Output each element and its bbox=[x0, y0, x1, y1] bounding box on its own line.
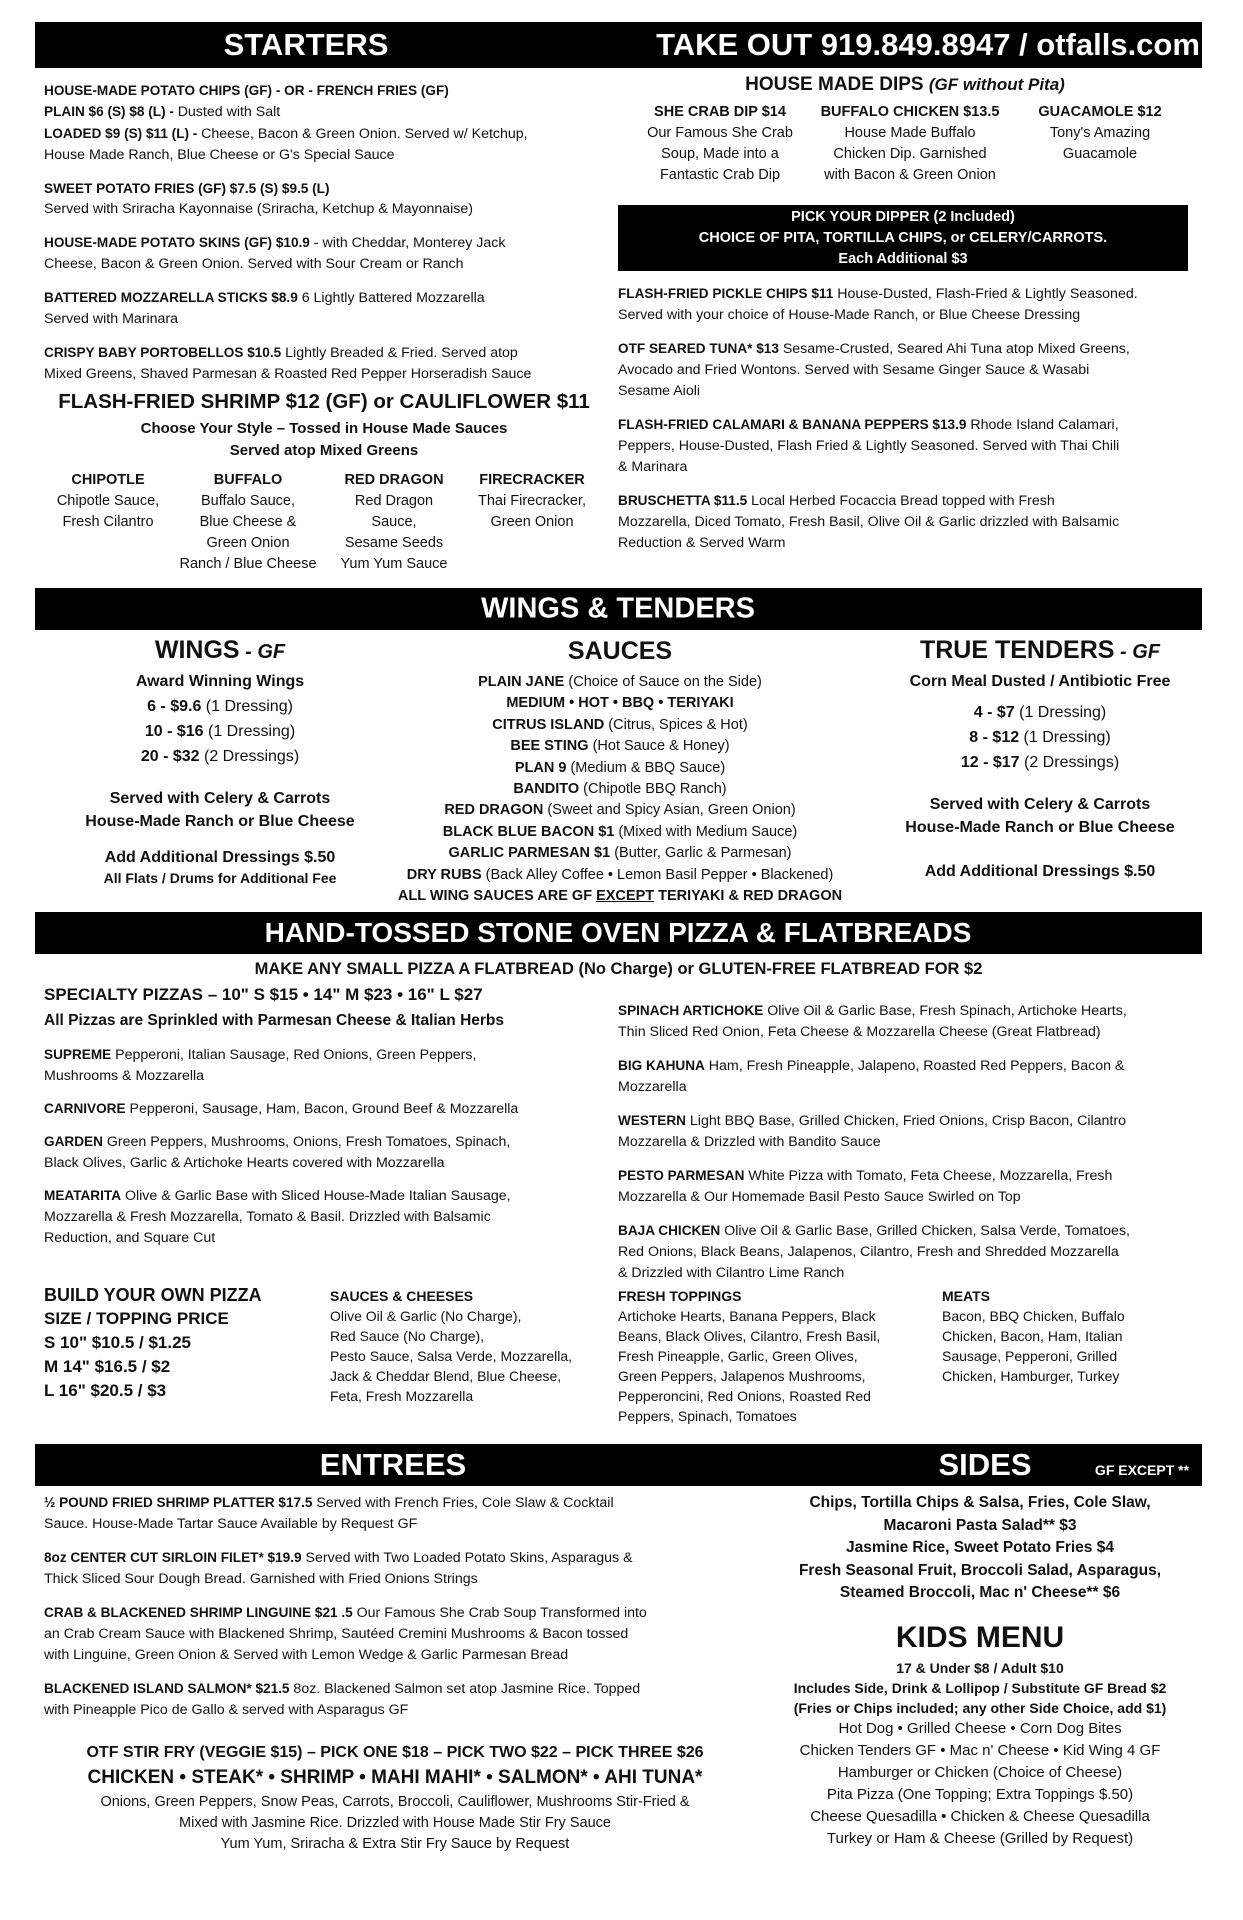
takeout-item-desc-3: Reduction & Served Warm bbox=[618, 535, 786, 551]
takeout-item-desc-2: Served with your choice of House-Made Ranch, or Blue Cheese Dressing bbox=[618, 307, 1081, 323]
pizza-desc: White Pizza with Tomato, Feta Cheese, Mozzarella, Fresh bbox=[744, 1168, 1113, 1184]
wing-price: 6 - $9.6 bbox=[147, 698, 202, 715]
takeout-item-desc: Rhode Island Calamari, bbox=[966, 417, 1119, 433]
entree-desc: Our Famous She Crab Soup Transformed into bbox=[352, 1605, 647, 1621]
sauce-row bbox=[360, 843, 880, 864]
style-line: Chipotle Sauce, bbox=[56, 493, 160, 509]
sauces-cheeses-line: Feta, Fresh Mozzarella bbox=[330, 1388, 474, 1404]
starter-item-name: HOUSE-MADE POTATO SKINS (GF) $10.9 bbox=[44, 235, 310, 250]
dip-guacamole bbox=[1010, 102, 1190, 165]
pizza-desc-2: Mozzarella & Our Homemade Basil Pesto Sauce Swirled on Top bbox=[618, 1189, 1021, 1205]
wings-column bbox=[40, 636, 400, 887]
tender-price: 12 - $17 bbox=[960, 754, 1020, 771]
tenders-column bbox=[880, 636, 1200, 882]
dip-line: Fantastic Crab Dip bbox=[659, 167, 781, 183]
tenders-heading: TRUE TENDERS bbox=[919, 636, 1115, 664]
starter-item bbox=[44, 342, 614, 385]
fresh-toppings-heading: FRESH TOPPINGS bbox=[618, 1288, 742, 1304]
shrimp-style-chipotle bbox=[40, 470, 176, 533]
dip-line: Chicken Dip. Garnished bbox=[833, 146, 987, 162]
pizza-desc: Green Peppers, Mushrooms, Onions, Fresh Tomatoes, Spinach, bbox=[102, 1134, 511, 1150]
dip-she-crab bbox=[622, 102, 818, 186]
entree-item bbox=[44, 1602, 754, 1666]
dip-line: Our Famous She Crab bbox=[647, 125, 793, 141]
tender-price: 8 - $12 bbox=[969, 729, 1020, 746]
dipper-line: PICK YOUR DIPPER (2 Included) bbox=[791, 209, 1015, 225]
tender-price-row bbox=[880, 700, 1200, 725]
wing-price-row bbox=[40, 694, 400, 719]
pizza-desc: Pepperoni, Italian Sausage, Red Onions, Green Peppers, bbox=[111, 1047, 477, 1063]
chips-plain-price: PLAIN $6 (S) $8 (L) - bbox=[44, 104, 178, 119]
meats-line: Sausage, Pepperoni, Grilled bbox=[942, 1348, 1118, 1364]
byo-size-row: S 10" $10.5 / $1.25 bbox=[44, 1333, 192, 1352]
pizza-item bbox=[618, 1000, 1200, 1043]
tenders-sub: Corn Meal Dusted / Antibiotic Free bbox=[909, 673, 1171, 690]
sauce-desc: (Mixed with Medium Sauce) bbox=[614, 823, 798, 840]
sauce-row bbox=[360, 779, 880, 800]
sauce-row bbox=[360, 822, 880, 843]
entree-name: ½ POUND FRIED SHRIMP PLATTER $17.5 bbox=[44, 1495, 313, 1510]
starters-title: STARTERS bbox=[223, 27, 389, 62]
pizza-item bbox=[44, 1185, 624, 1249]
starter-item-desc-2: Cheese, Bacon & Green Onion. Served with Sour Cream or Ranch bbox=[44, 256, 464, 272]
style-line: Sauce, bbox=[371, 514, 417, 530]
fresh-toppings-line: Artichoke Hearts, Banana Peppers, Black bbox=[618, 1308, 876, 1324]
pizza-item bbox=[618, 1165, 1200, 1208]
dip-buffalo-chicken bbox=[810, 102, 1010, 186]
sauce-row bbox=[360, 715, 880, 736]
starter-item-desc: - with Cheddar, Monterey Jack bbox=[309, 235, 506, 251]
sauce-row bbox=[360, 736, 880, 757]
kids-menu-line: Turkey or Ham & Cheese (Grilled by Request) bbox=[826, 1830, 1134, 1847]
chips-plain-desc: Dusted with Salt bbox=[177, 104, 281, 120]
starter-item-desc: 6 Lightly Battered Mozzarella bbox=[297, 290, 485, 306]
entree-name: BLACKENED ISLAND SALMON* $21.5 bbox=[44, 1681, 290, 1696]
pizza-desc: Olive Oil & Garlic Base, Fresh Spinach, Artichoke Hearts, bbox=[763, 1003, 1127, 1019]
style-line: Fresh Cilantro bbox=[62, 514, 154, 530]
sauce-note-except: EXCEPT bbox=[596, 888, 655, 905]
tender-price-row bbox=[880, 725, 1200, 750]
byo-title: BUILD YOUR OWN PIZZA bbox=[44, 1285, 262, 1305]
entree-desc: Served with French Fries, Cole Slaw & Cocktail bbox=[312, 1495, 614, 1511]
pizza-item bbox=[618, 1110, 1200, 1153]
shrimp-subheading-2: Served atop Mixed Greens bbox=[229, 442, 419, 459]
wing-price: 20 - $32 bbox=[140, 748, 200, 765]
tender-dressing: (2 Dressings) bbox=[1019, 754, 1120, 771]
starter-item-name: CRISPY BABY PORTOBELLOS $10.5 bbox=[44, 345, 282, 360]
sauces-cheeses-line: Red Sauce (No Charge), bbox=[330, 1328, 485, 1344]
pizza-item bbox=[618, 1055, 1200, 1098]
dip-name: BUFFALO CHICKEN $13.5 bbox=[820, 104, 1000, 120]
chips-heading: HOUSE-MADE POTATO CHIPS (GF) - OR - FRENCH FRIES (GF) bbox=[44, 83, 449, 98]
pizza-desc: Light BBQ Base, Grilled Chicken, Fried Onions, Crisp Bacon, Cilantro bbox=[685, 1113, 1126, 1129]
specialty-pizzas-heading: SPECIALTY PIZZAS – 10" S $15 • 14" M $23 • 16" L $27 bbox=[44, 985, 483, 1004]
sauce-row bbox=[360, 758, 880, 779]
kids-menu-price: 17 & Under $8 / Adult $10 bbox=[896, 1660, 1064, 1676]
pizza-item bbox=[618, 1220, 1200, 1284]
pizza-desc-2: Thin Sliced Red Onion, Feta Cheese & Mozzarella Cheese (Great Flatbread) bbox=[618, 1024, 1101, 1040]
style-name: BUFFALO bbox=[213, 472, 283, 488]
takeout-item-desc-3: & Marinara bbox=[618, 459, 688, 475]
specialty-pizzas-right bbox=[618, 1000, 1200, 1284]
sauce-row bbox=[360, 672, 880, 693]
kids-menu-line: Hamburger or Chicken (Choice of Cheese) bbox=[837, 1764, 1123, 1781]
pizza-desc-3: & Drizzled with Cilantro Lime Ranch bbox=[618, 1265, 845, 1281]
sauce-desc: (Citrus, Spices & Hot) bbox=[604, 716, 748, 733]
sides-title: SIDES bbox=[938, 1447, 1032, 1482]
byo-size-row: M 14" $16.5 / $2 bbox=[44, 1357, 171, 1376]
takeout-title: TAKE OUT 919.849.8947 / otfalls.com bbox=[656, 27, 1200, 62]
kids-menu-line: Chicken Tenders GF • Mac n' Cheese • Kid Wing 4 GF bbox=[799, 1742, 1161, 1759]
tender-price-row bbox=[880, 750, 1200, 775]
starters-header-bar bbox=[35, 22, 1202, 68]
pizza-name: WESTERN bbox=[618, 1113, 686, 1128]
sauces-cheeses-line: Jack & Cheddar Blend, Blue Cheese, bbox=[330, 1368, 562, 1384]
meats-heading: MEATS bbox=[942, 1288, 990, 1304]
fresh-toppings-line: Pepperoncini, Red Onions, Roasted Red bbox=[618, 1388, 871, 1404]
meats-line: Bacon, BBQ Chicken, Buffalo bbox=[942, 1308, 1125, 1324]
kids-menu-includes: Includes Side, Drink & Lollipop / Substitute GF Bread $2 bbox=[793, 1680, 1167, 1696]
takeout-item bbox=[618, 338, 1198, 402]
entrees-list bbox=[44, 1492, 754, 1721]
wings-flats-note: All Flats / Drums for Additional Fee bbox=[103, 870, 337, 886]
sauce-desc: (Choice of Sauce on the Side) bbox=[564, 674, 762, 690]
pizza-item bbox=[44, 1098, 624, 1120]
kids-menu-title: KIDS MENU bbox=[895, 1621, 1065, 1654]
sauce-row bbox=[360, 800, 880, 821]
tender-price: 4 - $7 bbox=[973, 704, 1015, 721]
tenders-add-dressings: Add Additional Dressings $.50 bbox=[924, 863, 1156, 880]
pizza-item bbox=[44, 1044, 624, 1087]
takeout-item-desc: Sesame-Crusted, Seared Ahi Tuna atop Mixed Greens, bbox=[778, 341, 1130, 357]
sauce-desc: (Sweet and Spicy Asian, Green Onion) bbox=[543, 802, 796, 819]
wing-dressing: (2 Dressings) bbox=[199, 748, 300, 765]
dip-line: with Bacon & Green Onion bbox=[824, 167, 996, 183]
wings-gf: - GF bbox=[239, 641, 286, 663]
wings-add-dressings: Add Additional Dressings $.50 bbox=[104, 849, 336, 866]
entree-desc-2: an Crab Cream Sauce with Blackened Shrimp, Sautéed Cremini Mushrooms & Bacon tossed bbox=[44, 1626, 629, 1642]
byo-size-row: L 16" $20.5 / $3 bbox=[44, 1381, 167, 1400]
sides-list bbox=[760, 1492, 1200, 1605]
entree-desc: 8oz. Blackened Salmon set atop Jasmine Rice. Topped bbox=[289, 1681, 641, 1697]
takeout-item-desc-3: Sesame Aioli bbox=[618, 383, 701, 399]
takeout-item-name: FLASH-FRIED CALAMARI & BANANA PEPPERS $13.9 bbox=[618, 417, 967, 432]
dip-line: Guacamole bbox=[1062, 146, 1138, 162]
wing-dressing: (1 Dressing) bbox=[201, 698, 293, 715]
starter-item-name: BATTERED MOZZARELLA STICKS $8.9 bbox=[44, 290, 298, 305]
stir-fry-proteins: CHICKEN • STEAK* • SHRIMP • MAHI MAHI* • SALMON* • AHI TUNA* bbox=[87, 1767, 703, 1788]
tender-dressing: (1 Dressing) bbox=[1014, 704, 1107, 721]
pizza-name: CARNIVORE bbox=[44, 1101, 126, 1116]
pizza-item bbox=[44, 1131, 624, 1174]
stir-fry-desc: Yum Yum, Sriracha & Extra Stir Fry Sauce by Request bbox=[220, 1836, 570, 1852]
dip-line: Tony's Amazing bbox=[1049, 125, 1151, 141]
pizza-name: SPINACH ARTICHOKE bbox=[618, 1003, 764, 1018]
sauce-desc: (Medium & BBQ Sauce) bbox=[566, 759, 726, 776]
kids-menu-block bbox=[760, 1618, 1200, 1850]
fresh-toppings-line: Fresh Pineapple, Garlic, Green Olives, bbox=[618, 1348, 858, 1364]
pizza-desc-3: Reduction, and Square Cut bbox=[44, 1230, 216, 1246]
pizza-header-bar bbox=[35, 912, 1202, 954]
pizza-desc-2: Mozzarella bbox=[618, 1079, 687, 1095]
stir-fry-desc: Mixed with Jasmine Rice. Drizzled with House Made Stir Fry Sauce bbox=[179, 1815, 611, 1831]
pizza-name: BAJA CHICKEN bbox=[618, 1223, 721, 1238]
dipper-line: Each Additional $3 bbox=[838, 251, 968, 267]
style-line: Green Onion bbox=[206, 535, 290, 551]
sauces-cheeses-line: Pesto Sauce, Salsa Verde, Mozzarella, bbox=[330, 1348, 573, 1364]
pizza-desc: Olive & Garlic Base with Sliced House-Made Italian Sausage, bbox=[121, 1188, 511, 1204]
fresh-toppings-line: Green Peppers, Jalapenos Mushrooms, bbox=[618, 1368, 866, 1384]
pizza-name: PESTO PARMESAN bbox=[618, 1168, 745, 1183]
sides-gf-note: GF EXCEPT ** bbox=[1094, 1462, 1190, 1479]
style-line: Red Dragon bbox=[354, 493, 434, 509]
starter-item-name: SWEET POTATO FRIES (GF) $7.5 (S) $9.5 (L) bbox=[44, 181, 330, 196]
pizza-name: GARDEN bbox=[44, 1134, 103, 1149]
style-line: Yum Yum Sauce bbox=[340, 556, 448, 572]
entree-desc-3: with Linguine, Green Onion & Served with Lemon Wedge & Garlic Parmesan Bread bbox=[44, 1647, 569, 1663]
entrees-sides-header-bar bbox=[35, 1444, 1202, 1486]
wings-award: Award Winning Wings bbox=[135, 673, 305, 690]
meats-block bbox=[942, 1286, 1192, 1386]
stir-fry-block bbox=[35, 1742, 755, 1855]
style-name: FIRECRACKER bbox=[479, 472, 585, 488]
kids-menu-line: Cheese Quesadilla • Chicken & Cheese Quesadilla bbox=[810, 1808, 1150, 1825]
entrees-title: ENTREES bbox=[319, 1447, 467, 1482]
pizza-desc: Pepperoni, Sausage, Ham, Bacon, Ground Beef & Mozzarella bbox=[125, 1101, 519, 1117]
meats-line: Chicken, Bacon, Ham, Italian bbox=[942, 1328, 1123, 1344]
takeout-item-desc: Local Herbed Focaccia Bread topped with Fresh bbox=[747, 493, 1055, 509]
sauce-row bbox=[360, 693, 880, 714]
entree-desc-2: with Pineapple Pico de Gallo & served with Asparagus GF bbox=[44, 1702, 409, 1718]
takeout-item bbox=[618, 283, 1198, 326]
chips-block bbox=[44, 80, 614, 166]
wings-title: WINGS & TENDERS bbox=[481, 592, 755, 625]
sauce-desc: (Chipotle BBQ Ranch) bbox=[579, 781, 727, 798]
wings-served-1: Served with Celery & Carrots bbox=[109, 790, 331, 807]
pizza-flatbread-note: MAKE ANY SMALL PIZZA A FLATBREAD (No Charge) or GLUTEN-FREE FLATBREAD FOR $2 bbox=[254, 960, 983, 978]
specialty-pizzas-left bbox=[44, 1044, 624, 1249]
sauce-name: CITRUS ISLAND bbox=[492, 716, 605, 733]
sauces-cheeses-heading: SAUCES & CHEESES bbox=[330, 1288, 474, 1304]
sauces-cheeses-block bbox=[330, 1286, 620, 1406]
pizza-desc-2: Mushrooms & Mozzarella bbox=[44, 1068, 205, 1084]
dip-name: GUACAMOLE $12 bbox=[1038, 104, 1162, 120]
tender-dressing: (1 Dressing) bbox=[1019, 729, 1111, 746]
dips-title: HOUSE MADE DIPS bbox=[745, 74, 924, 95]
sauce-note-text: TERIYAKI & RED DRAGON bbox=[654, 888, 843, 905]
takeout-item-desc-2: Peppers, House-Dusted, Flash Fried & Lightly Seasoned. Served with Thai Chili bbox=[618, 438, 1120, 454]
sauce-name: RED DRAGON bbox=[444, 802, 544, 819]
wing-price-row bbox=[40, 744, 400, 769]
build-your-own-block bbox=[44, 1283, 284, 1403]
pizza-desc-2: Black Olives, Garlic & Artichoke Hearts covered with Mozzarella bbox=[44, 1155, 445, 1171]
shrimp-style-firecracker bbox=[462, 470, 602, 533]
shrimp-subheading-1: Choose Your Style – Tossed in House Made Sauces bbox=[140, 420, 508, 437]
style-line: Blue Cheese & bbox=[199, 514, 297, 530]
sides-line: Chips, Tortilla Chips & Salsa, Fries, Cole Slaw, bbox=[809, 1494, 1151, 1511]
sauce-desc: (Back Alley Coffee • Lemon Basil Pepper • Blackened) bbox=[481, 866, 834, 883]
wing-price: 10 - $16 bbox=[144, 723, 204, 740]
tenders-served-2: House-Made Ranch or Blue Cheese bbox=[905, 819, 1175, 836]
starter-item-desc-2: Served with Marinara bbox=[44, 311, 179, 327]
kids-menu-line: Pita Pizza (One Topping; Extra Toppings $.50) bbox=[826, 1786, 1134, 1803]
sides-line: Steamed Broccoli, Mac n' Cheese** $6 bbox=[839, 1584, 1121, 1601]
stir-fry-desc: Onions, Green Peppers, Snow Peas, Carrots, Broccoli, Cauliflower, Mushrooms Stir-Fried & bbox=[100, 1794, 690, 1810]
style-line: Buffalo Sauce, bbox=[200, 493, 296, 509]
chips-loaded-desc: Cheese, Bacon & Green Onion. Served w/ Ketchup, bbox=[201, 126, 528, 142]
takeout-item-desc-2: Avocado and Fried Wontons. Served with Sesame Ginger Sauce & Wasabi bbox=[618, 362, 1090, 378]
sauce-name: BANDITO bbox=[513, 781, 580, 798]
sauce-name: GARLIC PARMESAN $1 bbox=[448, 845, 611, 862]
pizza-desc-2: Red Onions, Black Beans, Jalapenos, Cilantro, Fresh and Shredded Mozzarella bbox=[618, 1244, 1119, 1260]
dipper-line: CHOICE OF PITA, TORTILLA CHIPS, or CELERY/CARROTS. bbox=[698, 230, 1108, 246]
style-name: RED DRAGON bbox=[344, 472, 444, 488]
takeout-item-name: OTF SEARED TUNA* $13 bbox=[618, 341, 779, 356]
sauce-desc: (Butter, Garlic & Parmesan) bbox=[610, 845, 792, 862]
shrimp-heading: FLASH-FRIED SHRIMP $12 (GF) or CAULIFLOWER $11 bbox=[58, 390, 590, 413]
tenders-served-1: Served with Celery & Carrots bbox=[929, 796, 1151, 813]
pizza-title: HAND-TOSSED STONE OVEN PIZZA & FLATBREADS bbox=[264, 917, 972, 948]
takeout-items bbox=[618, 283, 1198, 554]
takeout-item-desc: House-Dusted, Flash-Fried & Lightly Seasoned. bbox=[833, 286, 1138, 302]
sauce-name: PLAN 9 bbox=[514, 759, 567, 776]
style-line: Thai Firecracker, bbox=[478, 493, 586, 509]
sauce-name: MEDIUM • HOT • BBQ • TERIYAKI bbox=[506, 695, 734, 712]
byo-subtitle: SIZE / TOPPING PRICE bbox=[44, 1309, 229, 1328]
sauce-desc: (Hot Sauce & Honey) bbox=[588, 738, 730, 755]
fresh-toppings-block bbox=[618, 1286, 918, 1426]
dips-heading bbox=[620, 74, 1190, 96]
wing-dressing: (1 Dressing) bbox=[203, 723, 296, 740]
entree-desc-2: Thick Sliced Sour Dough Bread. Garnished with Fried Onions Strings bbox=[44, 1571, 478, 1587]
sauce-name: PLAIN JANE bbox=[478, 674, 565, 690]
sauce-row bbox=[360, 865, 880, 886]
sauces-column bbox=[360, 636, 880, 907]
pizza-sprinkled-note: All Pizzas are Sprinkled with Parmesan Cheese & Italian Herbs bbox=[44, 1012, 505, 1029]
stir-fry-heading: OTF STIR FRY (VEGGIE $15) – PICK ONE $18 – PICK TWO $22 – PICK THREE $26 bbox=[86, 1744, 704, 1761]
sides-line: Fresh Seasonal Fruit, Broccoli Salad, Asparagus, bbox=[798, 1561, 1162, 1579]
starter-item-desc: Served with Sriracha Kayonnaise (Sriracha, Ketchup & Mayonnaise) bbox=[44, 201, 473, 217]
kids-menu-includes-note: (Fries or Chips included; any other Side Choice, add $1) bbox=[793, 1700, 1167, 1716]
takeout-item bbox=[618, 414, 1198, 478]
takeout-item-name: BRUSCHETTA $11.5 bbox=[618, 493, 748, 508]
kids-menu-line: Hot Dog • Grilled Cheese • Corn Dog Bites bbox=[838, 1720, 1122, 1737]
sauces-heading: SAUCES bbox=[567, 637, 673, 665]
sauces-cheeses-line: Olive Oil & Garlic (No Charge), bbox=[330, 1308, 522, 1324]
meats-line: Chicken, Hamburger, Turkey bbox=[942, 1368, 1120, 1384]
wing-price-row bbox=[40, 719, 400, 744]
entree-item bbox=[44, 1678, 754, 1721]
pizza-name: MEATARITA bbox=[44, 1188, 122, 1203]
starter-item bbox=[44, 287, 614, 330]
entree-item bbox=[44, 1492, 754, 1535]
sides-line: Jasmine Rice, Sweet Potato Fries $4 bbox=[846, 1539, 1114, 1556]
chips-loaded-price: LOADED $9 (S) $11 (L) - bbox=[44, 126, 202, 141]
style-line: Sesame Seeds bbox=[344, 535, 444, 551]
sauce-name: BLACK BLUE BACON $1 bbox=[442, 823, 615, 840]
dip-line: House Made Buffalo bbox=[844, 125, 976, 141]
pizza-desc-2: Mozzarella & Drizzled with Bandito Sauce bbox=[618, 1134, 881, 1150]
chips-loaded-desc-2: House Made Ranch, Blue Cheese or G's Special Sauce bbox=[44, 147, 395, 163]
entree-item bbox=[44, 1547, 754, 1590]
entree-desc-2: Sauce. House-Made Tartar Sauce Available by Request GF bbox=[44, 1516, 418, 1532]
shrimp-style-buffalo bbox=[168, 470, 328, 575]
sides-line: Macaroni Pasta Salad** $3 bbox=[883, 1516, 1077, 1534]
shrimp-style-red-dragon bbox=[324, 470, 464, 575]
starter-item-desc-2: Mixed Greens, Shaved Parmesan & Roasted Red Pepper Horseradish Sauce bbox=[44, 366, 532, 382]
pizza-desc-2: Mozzarella & Fresh Mozzarella, Tomato & Basil. Drizzled with Balsamic bbox=[44, 1209, 491, 1225]
takeout-item-desc-2: Mozzarella, Diced Tomato, Fresh Basil, Olive Oil & Garlic drizzled with Balsamic bbox=[618, 514, 1120, 530]
entree-desc: Served with Two Loaded Potato Skins, Asparagus & bbox=[301, 1550, 633, 1566]
pizza-name: SUPREME bbox=[44, 1047, 112, 1062]
sauce-note-text: ALL WING SAUCES ARE GF bbox=[397, 888, 597, 905]
takeout-item bbox=[618, 490, 1198, 554]
pizza-desc: Olive Oil & Garlic Base, Grilled Chicken, Salsa Verde, Tomatoes, bbox=[720, 1223, 1130, 1239]
style-name: CHIPOTLE bbox=[71, 472, 145, 488]
starter-item-desc: Lightly Breaded & Fried. Served atop bbox=[281, 345, 518, 361]
starter-item bbox=[44, 178, 614, 220]
fresh-toppings-line: Peppers, Spinach, Tomatoes bbox=[618, 1408, 797, 1424]
sauce-gf-note bbox=[360, 886, 880, 907]
style-line: Ranch / Blue Cheese bbox=[179, 556, 317, 572]
wings-served-2: House-Made Ranch or Blue Cheese bbox=[85, 813, 355, 830]
sauce-name: DRY RUBS bbox=[406, 866, 482, 883]
entree-name: CRAB & BLACKENED SHRIMP LINGUINE $21 .5 bbox=[44, 1605, 353, 1620]
fresh-toppings-line: Beans, Black Olives, Cilantro, Fresh Basil, bbox=[618, 1328, 881, 1344]
style-line: Green Onion bbox=[490, 514, 574, 530]
dips-note: (GF without Pita) bbox=[928, 75, 1065, 94]
dip-name: SHE CRAB DIP $14 bbox=[654, 104, 786, 120]
wings-heading: WINGS bbox=[154, 636, 240, 664]
pizza-desc: Ham, Fresh Pineapple, Jalapeno, Roasted Red Peppers, Bacon & bbox=[704, 1058, 1125, 1074]
starters-column bbox=[44, 80, 614, 385]
dipper-box bbox=[618, 205, 1188, 271]
tenders-gf: - GF bbox=[1114, 641, 1160, 663]
wings-header-bar bbox=[35, 588, 1202, 630]
takeout-item-name: FLASH-FRIED PICKLE CHIPS $11 bbox=[618, 286, 834, 301]
starter-item bbox=[44, 232, 614, 275]
dip-line: Soup, Made into a bbox=[661, 146, 779, 162]
pizza-name: BIG KAHUNA bbox=[618, 1058, 705, 1073]
sauce-name: BEE STING bbox=[510, 738, 589, 755]
entree-name: 8oz CENTER CUT SIRLOIN FILET* $19.9 bbox=[44, 1550, 302, 1565]
